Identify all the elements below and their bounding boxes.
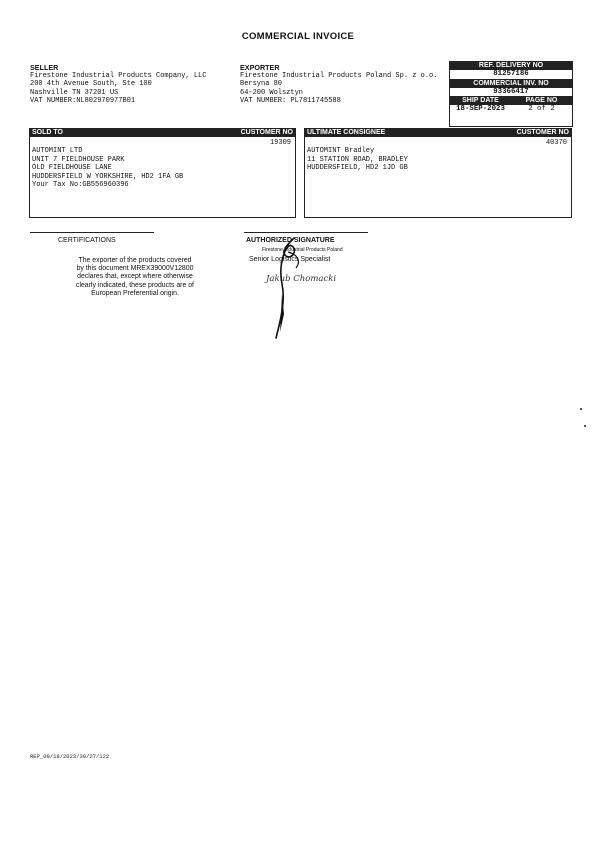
reference-box bbox=[449, 61, 573, 127]
invoice-number-value: 93366417 bbox=[493, 87, 529, 96]
sold-to-line: AUTOMINT LTD bbox=[32, 147, 83, 156]
seller-block bbox=[30, 63, 206, 106]
scan-speck bbox=[580, 408, 582, 410]
signature-scribble-icon bbox=[258, 234, 318, 344]
sold-to-line: OLD FIELDHOUSE LANE bbox=[32, 164, 112, 173]
exporter-label: EXPORTER bbox=[240, 63, 280, 72]
consignee-customer-no: 40370 bbox=[545, 139, 567, 147]
page-number-value: 2 of 2 bbox=[528, 105, 555, 113]
certifications-text bbox=[50, 257, 220, 298]
exporter-line: 64-200 Wolsztyn bbox=[240, 88, 304, 97]
ref-delivery-value: 81257186 bbox=[493, 70, 529, 78]
ultimate-consignee-section bbox=[304, 128, 572, 218]
seller-line: 200 4th Avenue South, Ste 100 bbox=[30, 80, 152, 89]
exporter-block bbox=[240, 63, 437, 106]
sold-to-customer-no: 19309 bbox=[269, 139, 291, 147]
seller-line: VAT NUMBER:NL802970977B01 bbox=[30, 97, 136, 106]
ref-delivery-label: REF. DELIVERY NO bbox=[450, 62, 572, 70]
consignee-line: 11 STATION ROAD, BRADLEY bbox=[307, 155, 408, 164]
handwritten-name: Jakub Chomacki bbox=[266, 274, 337, 284]
ship-date-label: SHIP DATE bbox=[462, 97, 499, 104]
seller-line: Firestone Industrial Products Company, LLC bbox=[30, 72, 207, 80]
certification-line: European Preferential origin. bbox=[91, 289, 179, 297]
consignee-line: HUDDERSFIELD, HD2 1JD GB bbox=[307, 164, 408, 173]
certification-line: by this document MREX39000V12800 bbox=[76, 265, 194, 273]
signature-label: AUTHORIZED SIGNATURE bbox=[246, 237, 335, 244]
seller-label: SELLER bbox=[30, 63, 59, 72]
certifications-rule bbox=[30, 232, 154, 233]
sold-to-line: UNIT 7 FIELDHOUSE PARK bbox=[32, 155, 125, 164]
document-title: COMMERCIAL INVOICE bbox=[241, 31, 355, 42]
certification-line: clearly indicated, these products are of bbox=[76, 281, 194, 289]
exporter-line: VAT NUMBER: PL7811745588 bbox=[240, 97, 341, 106]
sold-to-line: Your Tax No:GB556960396 bbox=[32, 181, 129, 190]
invoice-number-label: COMMERCIAL INV. NO bbox=[450, 80, 572, 88]
ship-date-value: 18-SEP-2023 bbox=[456, 105, 505, 113]
seller-line: Nashville TN 37201 US bbox=[30, 88, 119, 97]
sold-to-line: HUDDERSFIELD W YORKSHIRE, HD2 1FA GB bbox=[32, 172, 184, 181]
consignee-line: AUTOMINT Bradley bbox=[307, 147, 375, 156]
page-number-label: PAGE NO bbox=[525, 97, 558, 104]
signature-title: Senior Logistics Specialist bbox=[249, 256, 331, 263]
scan-speck bbox=[584, 425, 586, 427]
footer-code: REP_09/18/2023/39/27/122 bbox=[30, 753, 110, 760]
signature-rule bbox=[244, 232, 368, 233]
exporter-line: Firestone Industrial Products Poland Sp. z o.o. bbox=[240, 72, 438, 80]
sold-to-customer-no-label: CUSTOMER NO bbox=[240, 129, 293, 136]
exporter-line: Bersyna 80 bbox=[240, 80, 283, 89]
ultimate-consignee-label: ULTIMATE CONSIGNEE bbox=[307, 129, 386, 136]
sold-to-section bbox=[29, 128, 296, 218]
certification-line: declares that, except where otherwise bbox=[77, 273, 193, 281]
certifications-label: CERTIFICATIONS bbox=[58, 237, 116, 244]
certification-line: The exporter of the products covered bbox=[78, 257, 192, 264]
sold-to-label: SOLD TO bbox=[32, 129, 63, 136]
signature-company: Firestone Industrial Products Poland bbox=[262, 247, 343, 253]
consignee-customer-no-label: CUSTOMER NO bbox=[516, 129, 569, 136]
